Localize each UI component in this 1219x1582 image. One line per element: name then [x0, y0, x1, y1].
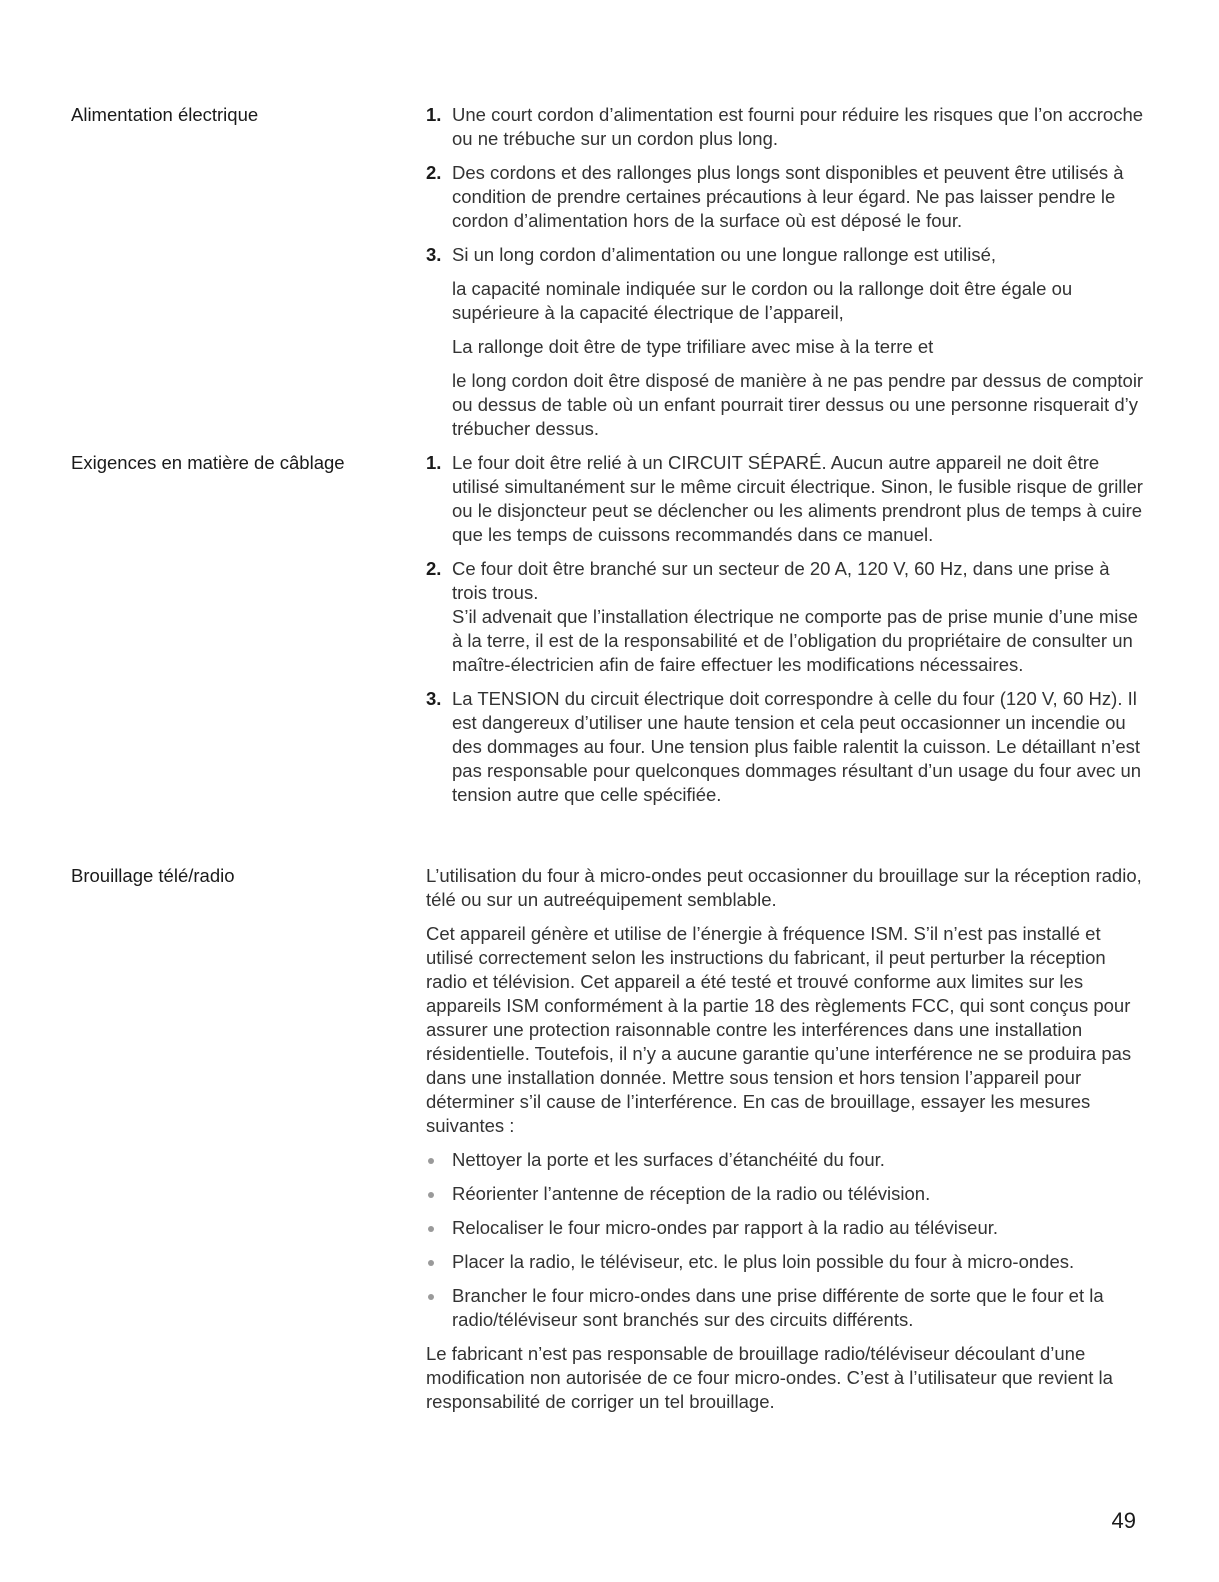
- closing-paragraph: Le fabricant n’est pas responsable de brouillage radio/téléviseur découlant d’une modification non autorisée de ce four micro-ondes. C’est à l’utilisateur que revient la responsabilité de corriger un tel brouillage.: [426, 1343, 1113, 1412]
- bullet-text: Placer la radio, le téléviseur, etc. le plus loin possible du four à micro-ondes.: [452, 1251, 1075, 1272]
- item-number: 1.: [426, 104, 442, 125]
- section-heading: Exigences en matière de câblage: [71, 452, 345, 473]
- bullet-icon: [428, 1226, 434, 1232]
- list-item: [426, 687, 1146, 807]
- bullet-text: Relocaliser le four micro-ondes par rapport à la radio au téléviseur.: [452, 1217, 999, 1238]
- bullet-icon: [428, 1294, 434, 1300]
- sub-paragraph: le long cordon doit être disposé de manière à ne pas pendre par dessus de comptoir ou dessus de table où un enfant pourrait tirer dessus ou une personne risquerait d’y trébucher dessus.: [452, 370, 1144, 439]
- item-text: Ce four doit être branché sur un secteur de 20 A, 120 V, 60 Hz, dans une prise à trois trous.: [452, 558, 1110, 603]
- section-content: [426, 103, 1146, 451]
- bullet-icon: [428, 1192, 434, 1198]
- bullet-icon: [428, 1260, 434, 1266]
- bullet-text: Nettoyer la porte et les surfaces d’étanchéité du four.: [452, 1149, 885, 1170]
- bullet-text: Réorienter l’antenne de réception de la radio ou télévision.: [452, 1183, 931, 1204]
- item-number: 3.: [426, 688, 442, 709]
- item-number: 2.: [426, 558, 442, 579]
- bullet-item: [426, 1216, 1146, 1240]
- item-text: Le four doit être relié à un CIRCUIT SÉPARÉ. Aucun autre appareil ne doit être utilisé simultanément sur le même circuit électrique. Sinon, le fusible risque de griller ou le disjoncteur peut se déclencher ou les aliments prendront plus de temps à cuire que les temps de cuissons recommandés dans ce manuel.: [452, 452, 1143, 545]
- bullet-item: [426, 1148, 1146, 1172]
- section-content: [426, 451, 1146, 817]
- bullet-icon: [428, 1158, 434, 1164]
- item-text: Si un long cordon d’alimentation ou une longue rallonge est utilisé,: [452, 244, 997, 265]
- list-item: [426, 557, 1146, 677]
- item-text: La TENSION du circuit électrique doit correspondre à celle du four (120 V, 60 Hz). Il est dangereux d’utiliser une haute tension et cela peut occasionner un incendie ou des dommages au four. Une tension plus faible ralentit la cuisson. Le détaillant n’est pas responsable pour quelconques dommages résultant d’un usage du four avec un tension autre que celle spécifiée.: [452, 688, 1142, 805]
- bullet-item: [426, 1182, 1146, 1206]
- section-heading: Brouillage télé/radio: [71, 865, 235, 886]
- page-number: 49: [1111, 1508, 1136, 1533]
- section-heading: Alimentation électrique: [71, 104, 259, 125]
- paragraph: L’utilisation du four à micro-ondes peut occasionner du brouillage sur la réception radio, télé ou sur un autreéquipement semblable.: [426, 865, 1142, 910]
- item-number: 1.: [426, 452, 442, 473]
- bullet-item: [426, 1250, 1146, 1274]
- sub-paragraph: La rallonge doit être de type trifiliare avec mise à la terre et: [452, 336, 934, 357]
- list-item: [426, 243, 1146, 267]
- paragraph: Cet appareil génère et utilise de l’énergie à fréquence ISM. S’il n’est pas installé et utilisé correctement selon les instructions du fabricant, il peut perturber la réception radio et télévision. Cet appareil a été testé et trouvé conforme aux limites sur les appareils ISM conformément à la partie 18 des règlements FCC, qui sont conçus pour assurer une protection raisonnable contre les interférences dans une installation résidentielle. Toutefois, il n’y a aucune garantie qu’une interférence ne se produira pas dans une installation donnée. Mettre sous tension et hors tension l’appareil pour déterminer s’il cause de l’interférence. En cas de brouillage, essayer les mesures suivantes :: [426, 923, 1132, 1136]
- list-item: [426, 161, 1146, 233]
- list-item: [426, 451, 1146, 547]
- item-text: Une court cordon d’alimentation est fourni pour réduire les risques que l’on accroche ou ne trébuche sur un cordon plus long.: [452, 104, 1144, 149]
- item-text: Des cordons et des rallonges plus longs sont disponibles et peuvent être utilisés à condition de prendre certaines précautions à leur égard. Ne pas laisser pendre le cordon d’alimentation hors de la surface où est déposé le four.: [452, 162, 1124, 231]
- item-number: 3.: [426, 244, 442, 265]
- bullet-item: [426, 1284, 1146, 1332]
- item-number: 2.: [426, 162, 442, 183]
- section-content: [426, 864, 1146, 1424]
- list-item: [426, 103, 1146, 151]
- sub-paragraph: la capacité nominale indiquée sur le cordon ou la rallonge doit être égale ou supérieure à la capacité électrique de l’appareil,: [452, 278, 1073, 323]
- bullet-text: Brancher le four micro-ondes dans une prise différente de sorte que le four et la radio/téléviseur sont branchés sur des circuits différents.: [452, 1285, 1104, 1330]
- item-text-continued: S’il advenait que l’installation électrique ne comporte pas de prise munie d’une mise à la terre, il est de la responsabilité et de l’obligation du propriétaire de consulter un maître-électricien afin de faire effectuer les modifications nécessaires.: [452, 606, 1138, 675]
